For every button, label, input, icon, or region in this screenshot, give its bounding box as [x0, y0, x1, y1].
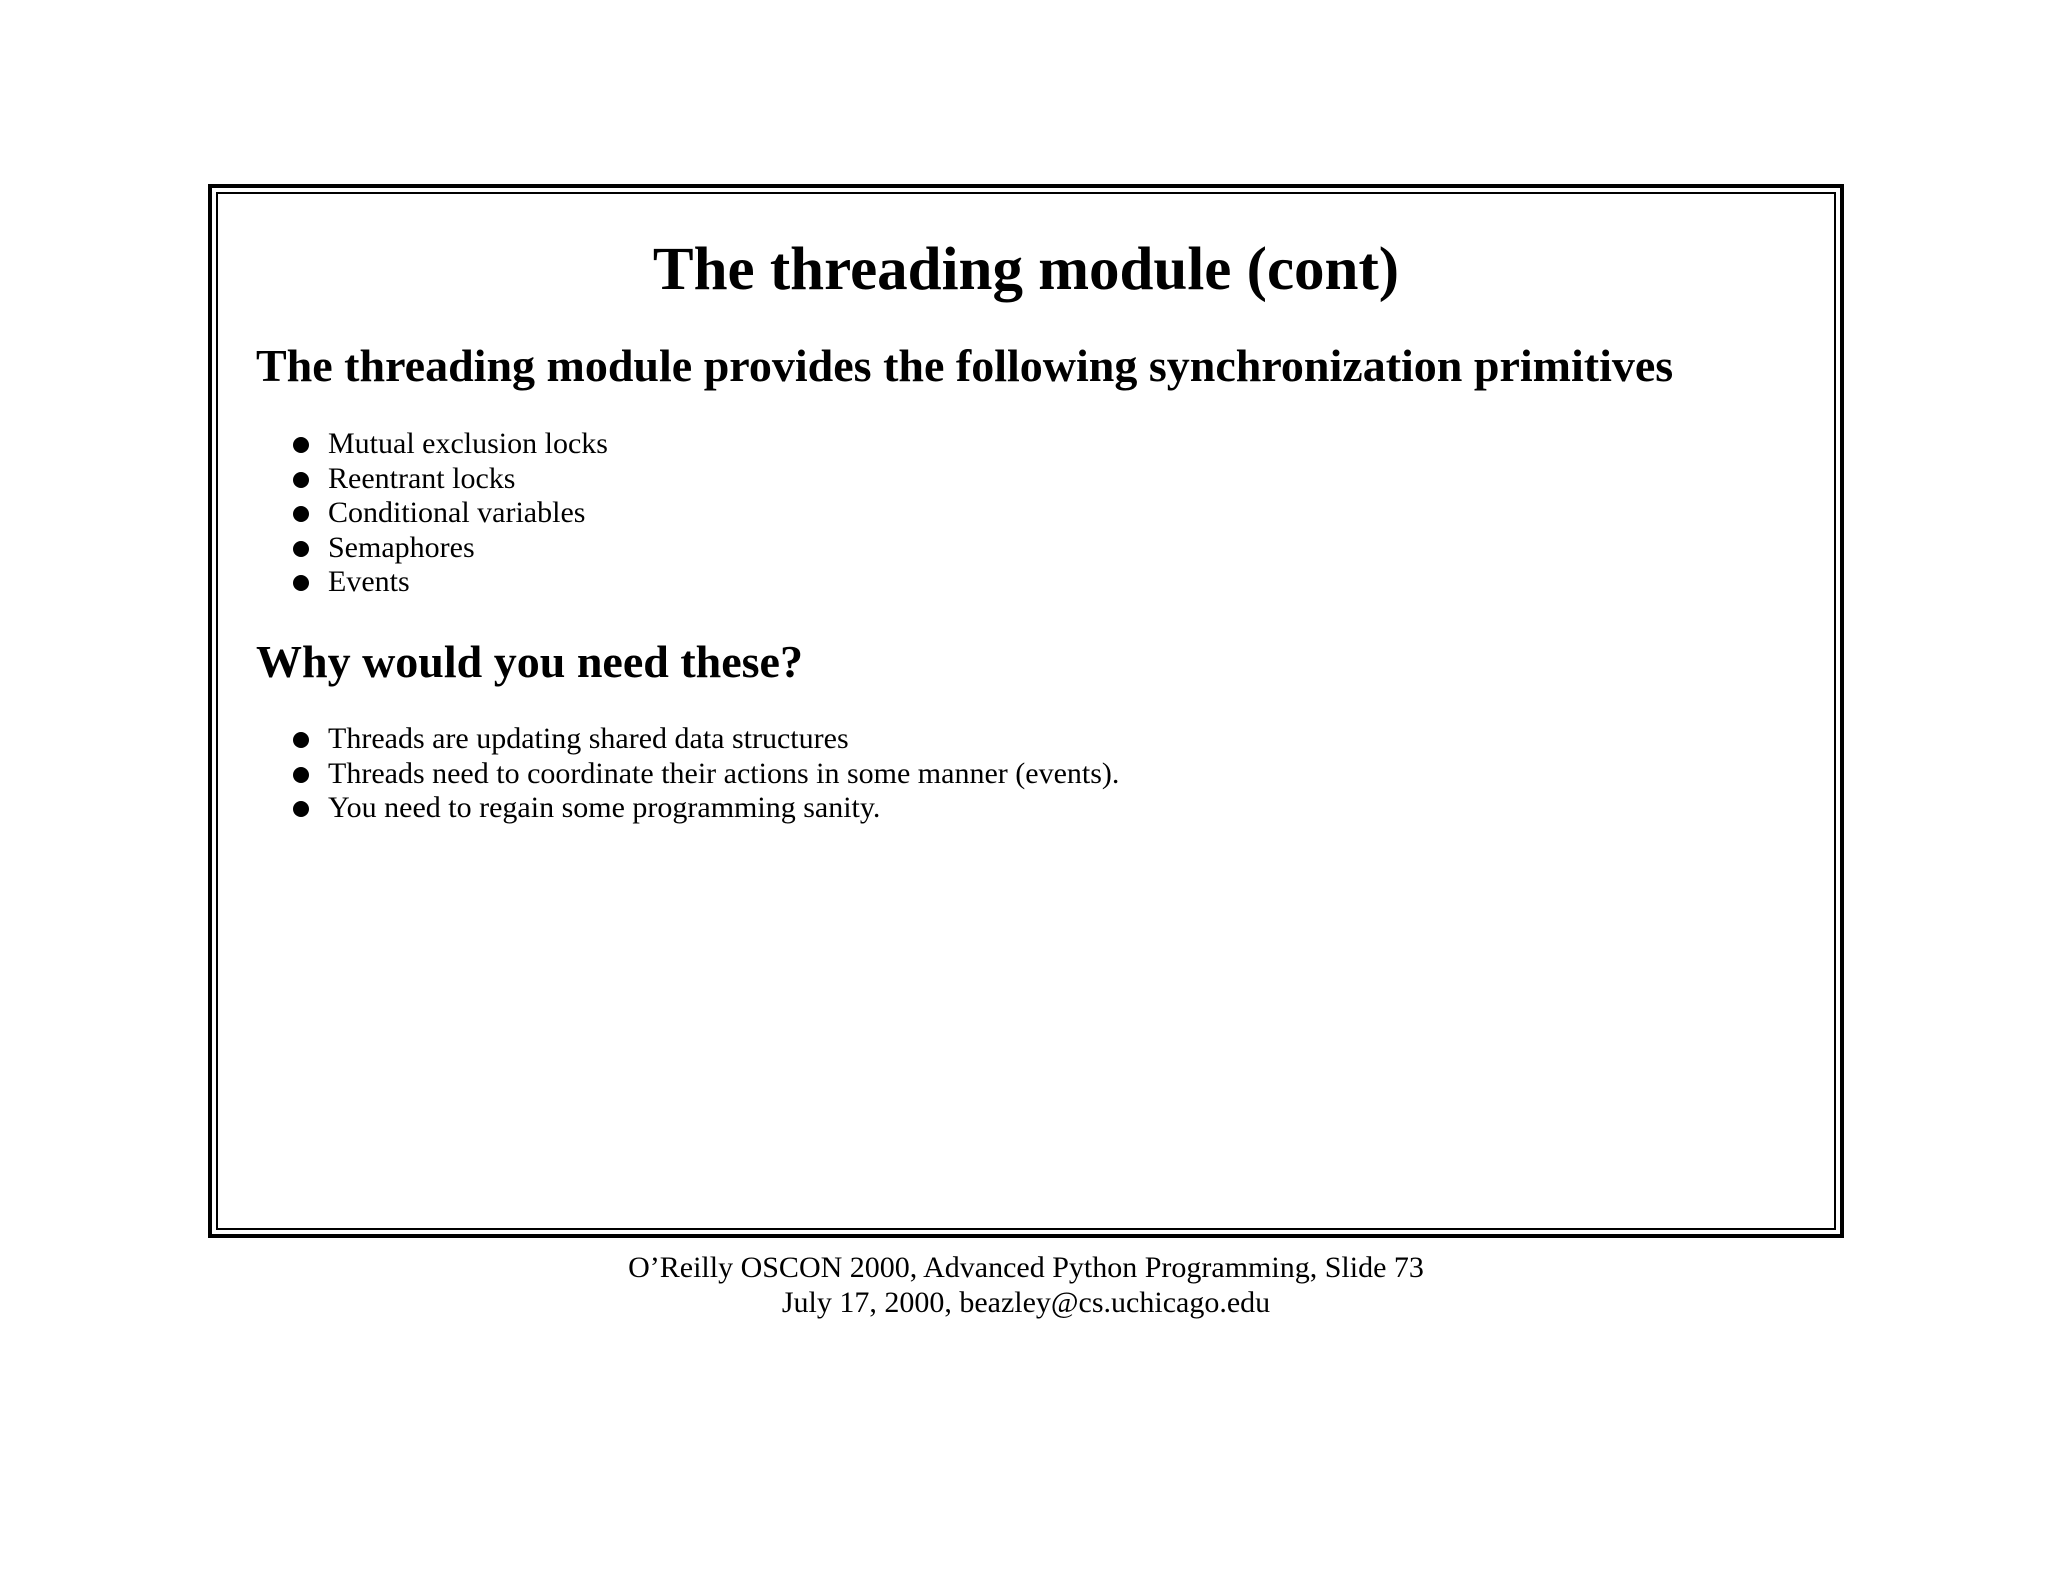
list-item-text: Semaphores: [328, 530, 475, 564]
section-heading-primitives: The threading module provides the following synchronization primitives: [256, 340, 1674, 391]
reasons-list: [290, 722, 1119, 826]
section-heading-why: Why would you need these?: [256, 636, 803, 687]
list-item: [290, 565, 608, 600]
list-item-text: Events: [328, 565, 410, 599]
list-item: [290, 722, 1119, 757]
list-item-text: Mutual exclusion locks: [328, 427, 608, 460]
bullet-icon: [293, 575, 309, 591]
primitives-list: [290, 427, 608, 600]
bullet-icon: [293, 506, 309, 522]
list-item-text: You need to regain some programming sanity.: [328, 791, 881, 825]
list-item: [290, 757, 1119, 792]
bullet-icon: [293, 767, 309, 783]
bullet-icon: [293, 472, 309, 488]
slide-footer: [216, 1250, 1836, 1320]
footer-conference-line: O’Reilly OSCON 2000, Advanced Python Programming, Slide 73: [628, 1251, 1424, 1284]
list-item: [290, 427, 608, 462]
list-item-text: Reentrant locks: [328, 461, 516, 495]
footer-date-email-line: July 17, 2000, beazley@cs.uchicago.edu: [781, 1286, 1271, 1319]
list-item-text: Conditional variables: [328, 496, 586, 530]
bullet-icon: [293, 437, 309, 453]
list-item: [290, 791, 1119, 826]
bullet-icon: [293, 801, 309, 817]
bullet-icon: [293, 732, 309, 748]
list-item: [290, 531, 608, 566]
list-item: [290, 496, 608, 531]
bullet-icon: [293, 541, 309, 557]
slide-title: The threading module (cont): [652, 236, 1400, 303]
list-item-text: Threads are updating shared data structures: [328, 722, 849, 755]
list-item: [290, 462, 608, 497]
list-item-text: Threads need to coordinate their actions in some manner (events).: [328, 756, 1120, 790]
